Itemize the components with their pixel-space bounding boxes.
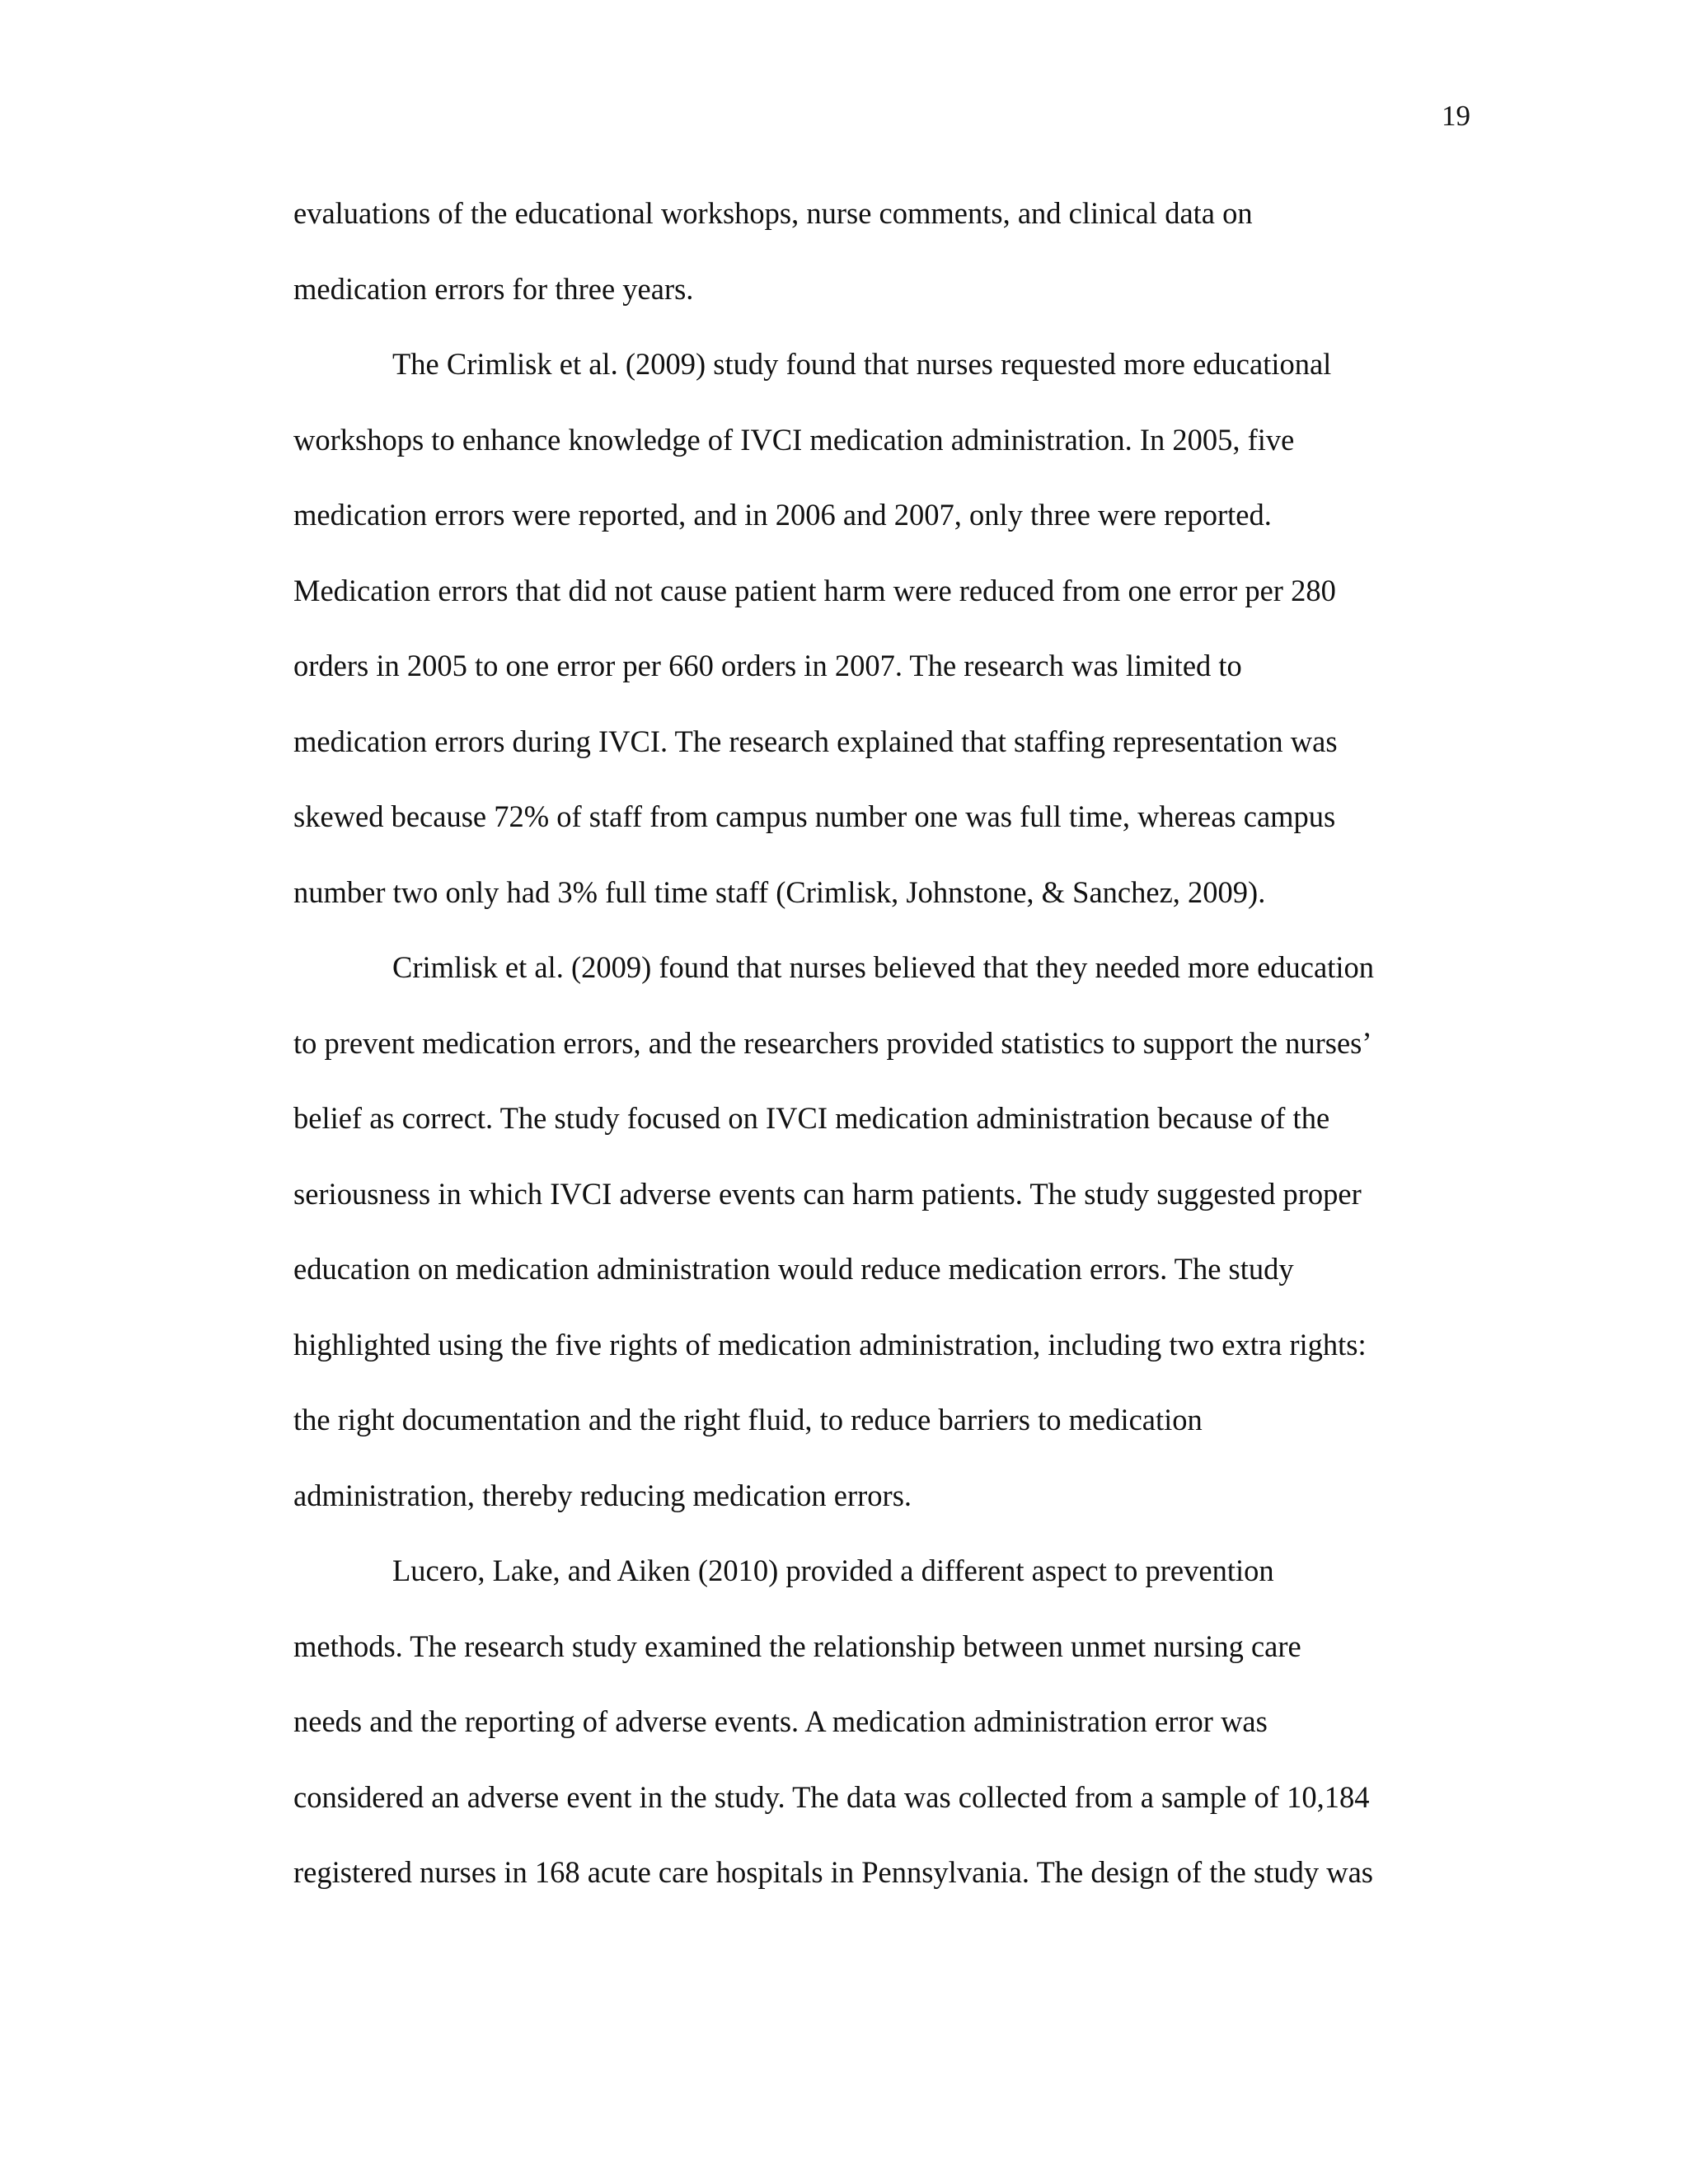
paragraph-first-line: Crimlisk et al. (2009) found that nurses believed that they needed more education	[392, 950, 1374, 984]
text-line: belief as correct. The study focused on IVCI medication administration because of the	[293, 1101, 1330, 1135]
text-line: registered nurses in 168 acute care hospitals in Pennsylvania. The design of the study was	[293, 1855, 1373, 1889]
text-line: education on medication administration would reduce medication errors. The study	[293, 1252, 1294, 1286]
text-line: to prevent medication errors, and the researchers provided statistics to support the nurses’	[293, 1025, 1372, 1060]
text-line: medication errors for three years.	[293, 271, 694, 306]
text-line: evaluations of the educational workshops, nurse comments, and clinical data on	[293, 196, 1253, 230]
text-line: considered an adverse event in the study. The data was collected from a sample of 10,184	[293, 1779, 1370, 1814]
page-number: 19	[1442, 100, 1470, 132]
text-line: Medication errors that did not cause patient harm were reduced from one error per 280	[293, 573, 1336, 607]
text-line: orders in 2005 to one error per 660 orders in 2007. The research was limited to	[293, 649, 1242, 682]
text-line: the right documentation and the right fluid, to reduce barriers to medication	[293, 1403, 1203, 1436]
text-line: medication errors were reported, and in 2006 and 2007, only three were reported.	[293, 498, 1272, 532]
text-line: skewed because 72% of staff from campus number one was full time, whereas campus	[293, 799, 1336, 833]
text-line: methods. The research study examined the relationship between unmet nursing care	[293, 1629, 1301, 1663]
text-line: medication errors during IVCI. The research explained that staffing representation was	[293, 724, 1338, 758]
paragraph-first-line: The Crimlisk et al. (2009) study found that nurses requested more educational	[392, 347, 1332, 381]
text-line: administration, thereby reducing medication errors.	[293, 1478, 912, 1512]
text-line: seriousness in which IVCI adverse events can harm patients. The study suggested proper	[293, 1176, 1362, 1211]
text-line: workshops to enhance knowledge of IVCI medication administration. In 2005, five	[293, 422, 1295, 457]
paragraph-first-line: Lucero, Lake, and Aiken (2010) provided a different aspect to prevention	[392, 1554, 1274, 1587]
text-line: needs and the reporting of adverse events. A medication administration error was	[293, 1704, 1268, 1738]
body-text	[293, 194, 1484, 1929]
text-line: number two only had 3% full time staff (Crimlisk, Johnstone, & Sanchez, 2009).	[293, 874, 1266, 909]
text-line: highlighted using the five rights of medication administration, including two extra rights:	[293, 1327, 1367, 1361]
